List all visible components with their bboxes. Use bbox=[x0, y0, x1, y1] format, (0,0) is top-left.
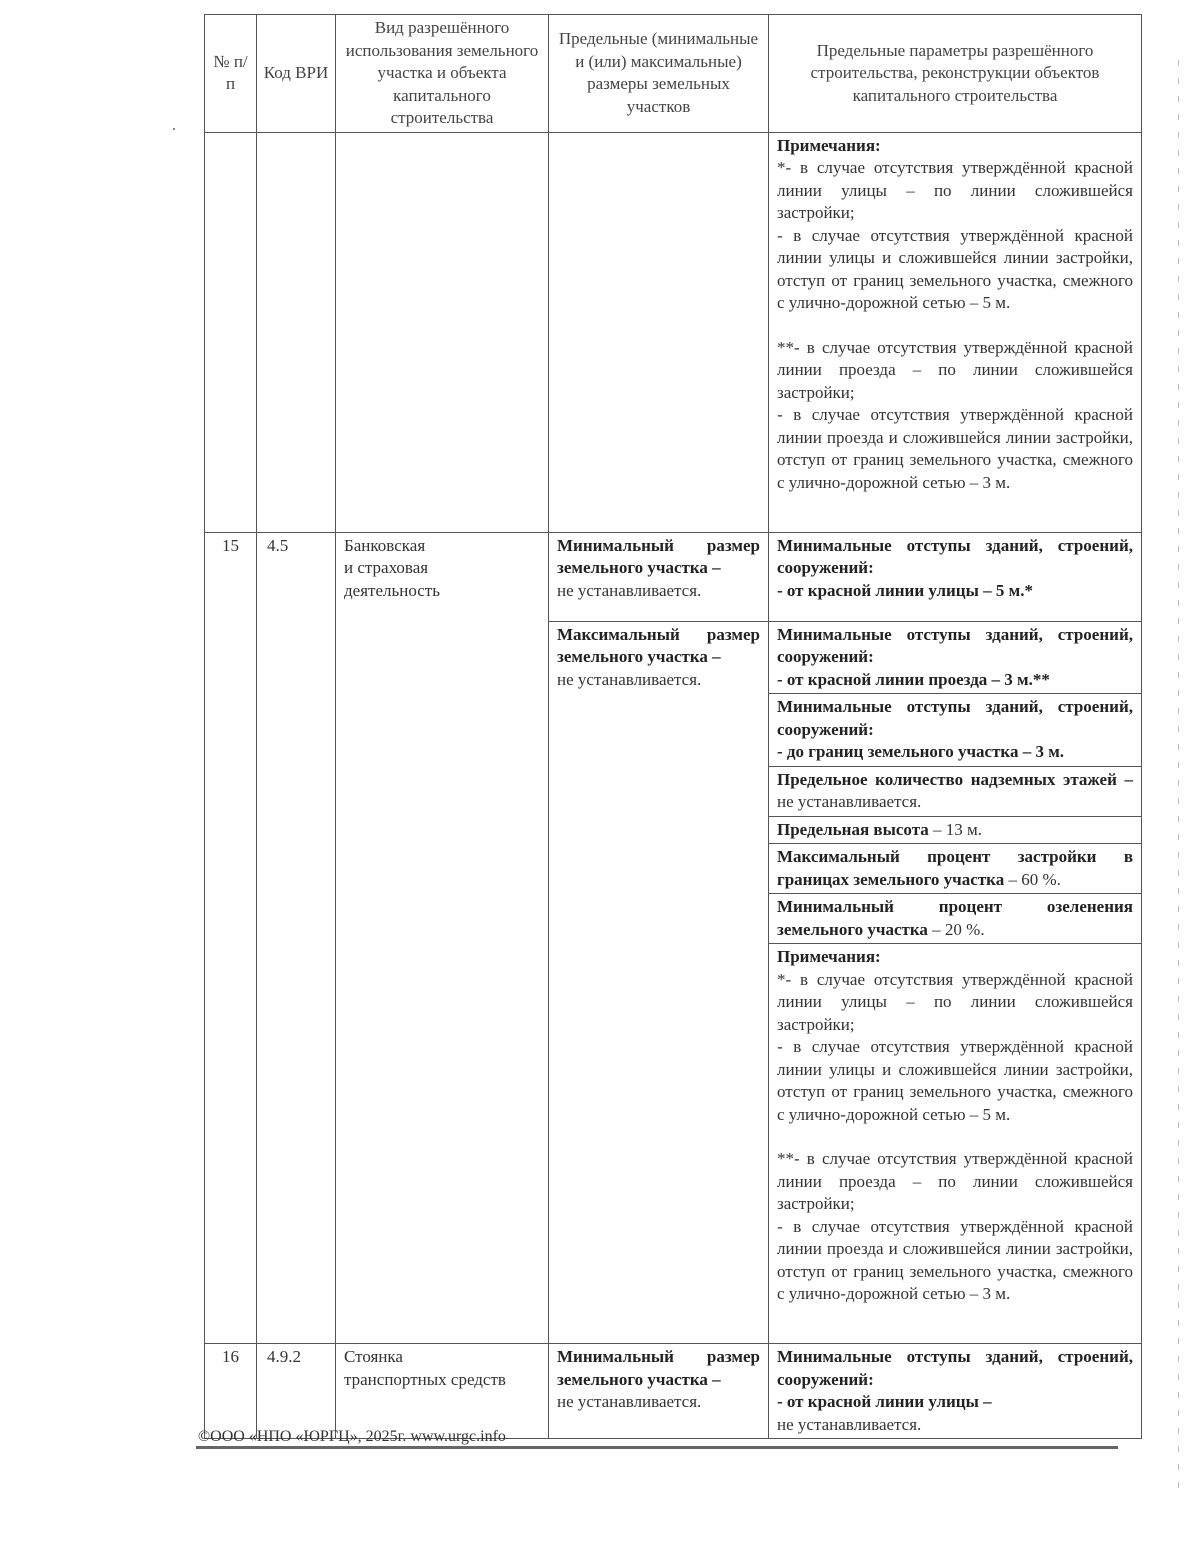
note-text: **- в случае отсутствия утверждённой красной линии проезда – по линии сложившейся застройки; bbox=[777, 1149, 1133, 1213]
table-row-continuation bbox=[205, 132, 1142, 532]
row-code: 4.9.2 bbox=[257, 1344, 336, 1439]
param-setback-street: Минимальные отступы зданий, строений, сооружений: - от красной линии улицы – не устанавливается. bbox=[769, 1344, 1142, 1439]
param-build-percent: Максимальный процент застройки в границах земельного участка – 60 %. bbox=[769, 844, 1142, 894]
note-text: *- в случае отсутствия утверждённой красной линии улицы – по линии сложившейся застройки; bbox=[777, 158, 1133, 222]
note-text: - в случае отсутствия утверждённой красной линии проезда и сложившейся линии застройки, отступ от границ земельного участка, смежного с улично-дорожной сетью – 3 м. bbox=[777, 1216, 1133, 1303]
table-row-15 bbox=[205, 532, 1142, 621]
param-green-percent: Минимальный процент озеленения земельного участка – 20 %. bbox=[769, 894, 1142, 944]
max-size-cell: Максимальный размер земельного участка – не устанавливается. bbox=[549, 621, 769, 1344]
row-number: 15 bbox=[205, 532, 257, 1344]
header-limits: Предельные (минимальные и (или) максимальные) размеры земельных участков bbox=[549, 15, 769, 133]
notes-title: Примечания: bbox=[777, 135, 881, 155]
table-header-row bbox=[205, 15, 1142, 133]
min-size-cell: Минимальный размер земельного участка – не устанавливается. bbox=[549, 532, 769, 621]
note-text: - в случае отсутствия утверждённой красной линии проезда и сложившейся линии застройки, отступ от границ земельного участка, смежного с улично-дорожной сетью – 3 м. bbox=[777, 405, 1133, 492]
param-height: Предельная высота – 13 м. bbox=[769, 816, 1142, 844]
note-text: - в случае отсутствия утверждённой красной линии улицы и сложившейся линии застройки, отступ от границ земельного участка, смежного с улично-дорожной сетью – 5 м. bbox=[777, 1037, 1133, 1124]
scan-speck bbox=[173, 128, 175, 130]
note-text: *- в случае отсутствия утверждённой красной линии улицы – по линии сложившейся застройки; bbox=[777, 969, 1133, 1034]
header-kind: Вид разрешённого использования земельного участка и объекта капитального строительства bbox=[336, 15, 549, 133]
param-setback-street: Минимальные отступы зданий, строений, сооружений: - от красной линии улицы – 5 м.* bbox=[769, 532, 1142, 621]
scan-edge-artifact bbox=[1178, 60, 1179, 1500]
notes-cell bbox=[769, 944, 1142, 1344]
min-size-cell: Минимальный размер земельного участка – не устанавливается. bbox=[549, 1344, 769, 1439]
footer-rule bbox=[196, 1446, 1118, 1449]
row-code: 4.5 bbox=[257, 532, 336, 1344]
page-footer: ©ООО «НПО «ЮРГЦ», 2025г. www.urgc.info bbox=[198, 1428, 506, 1445]
row-number: 16 bbox=[205, 1344, 257, 1439]
param-setback-passage: Минимальные отступы зданий, строений, сооружений: - от красной линии проезда – 3 м.** bbox=[769, 621, 1142, 694]
notes-cell bbox=[769, 132, 1142, 532]
row-kind: Банковская и страховая деятельность bbox=[336, 532, 549, 1344]
land-use-regulations-table bbox=[204, 14, 1142, 1439]
header-num: № п/п bbox=[205, 15, 257, 133]
header-params: Предельные параметры разрешённого строительства, реконструкции объектов капитального строительства bbox=[769, 15, 1142, 133]
param-floors: Предельное количество надземных этажей – не устанавливается. bbox=[769, 766, 1142, 816]
note-text: **- в случае отсутствия утверждённой красной линии проезда – по линии сложившейся застройки; bbox=[777, 337, 1133, 402]
table-row-16 bbox=[205, 1344, 1142, 1439]
row-kind: Стоянка транспортных средств bbox=[336, 1344, 549, 1439]
header-code: Код ВРИ bbox=[257, 15, 336, 133]
note-text: - в случае отсутствия утверждённой красной линии улицы и сложившейся линии застройки, отступ от границ земельного участка, смежного с улично-дорожной сетью – 5 м. bbox=[777, 225, 1133, 312]
notes-title: Примечания: bbox=[777, 947, 881, 966]
param-setback-boundary: Минимальные отступы зданий, строений, сооружений: - до границ земельного участка – 3 м. bbox=[769, 694, 1142, 767]
